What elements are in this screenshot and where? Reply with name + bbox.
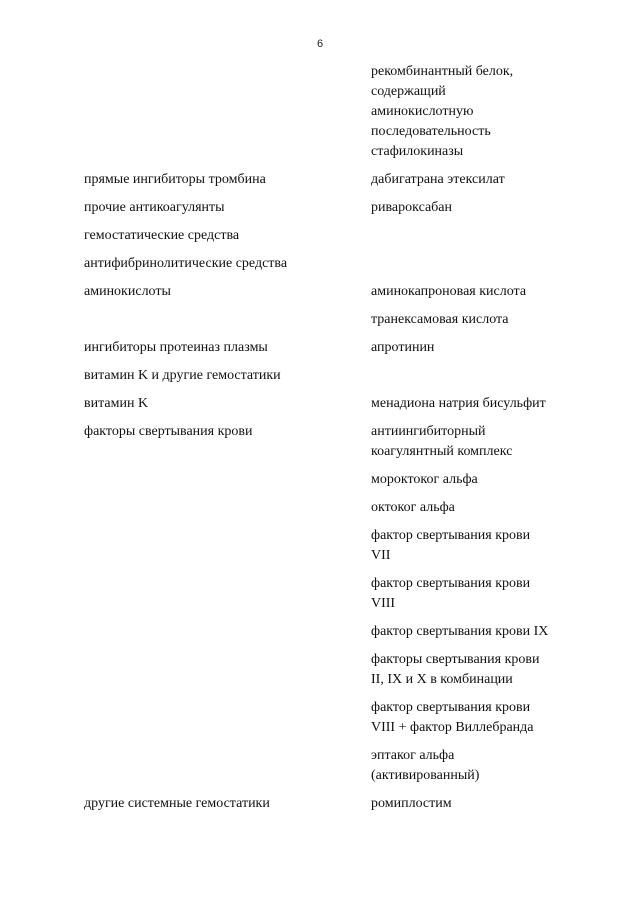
category-cell: факторы свертывания крови	[84, 424, 253, 439]
category-cell	[84, 574, 371, 594]
drug-name-line: фактор свертывания крови	[371, 576, 531, 591]
drug-cell	[371, 198, 571, 218]
drug-name-line: содержащий	[371, 84, 446, 99]
drug-name-line: октоког альфа	[371, 500, 455, 515]
table-row	[84, 282, 584, 302]
drug-cell	[371, 338, 571, 358]
drug-cell	[371, 526, 571, 566]
drug-classification-table	[84, 62, 584, 822]
drug-cell	[371, 794, 571, 814]
category-cell	[84, 650, 371, 670]
category-cell	[84, 470, 371, 490]
table-row	[84, 698, 584, 738]
drug-name-line: стафилокиназы	[371, 144, 464, 159]
drug-cell	[371, 698, 571, 738]
drug-cell	[371, 310, 571, 330]
drug-name-line: (активированный)	[371, 768, 480, 783]
table-row	[84, 366, 584, 386]
drug-name-line: антиингибиторный	[371, 424, 486, 439]
category-cell: ингибиторы протеиназ плазмы	[84, 340, 268, 355]
category-cell	[84, 526, 371, 546]
table-row	[84, 422, 584, 462]
drug-name-line: VIII + фактор Виллебранда	[371, 720, 534, 735]
drug-name-line: ромиплостим	[371, 796, 452, 811]
category-cell	[84, 498, 371, 518]
drug-cell	[371, 574, 571, 614]
drug-name-line: мороктоког альфа	[371, 472, 478, 487]
table-row	[84, 498, 584, 518]
category-cell: антифибринолитические средства	[84, 256, 288, 271]
drug-name-line: фактор свертывания крови IX	[371, 624, 549, 639]
drug-cell	[371, 226, 571, 246]
category-cell: витамин K	[84, 396, 149, 411]
category-cell: гемостатические средства	[84, 228, 240, 243]
drug-name-line: VIII	[371, 596, 396, 611]
drug-name-line: последовательность	[371, 124, 491, 139]
drug-name-line: коагулянтный комплекс	[371, 444, 513, 459]
drug-cell	[371, 470, 571, 490]
drug-name-line: дабигатрана этексилат	[371, 172, 505, 187]
table-row	[84, 470, 584, 490]
table-row	[84, 526, 584, 566]
table-row	[84, 254, 584, 274]
table-row	[84, 226, 584, 246]
category-cell: прямые ингибиторы тромбина	[84, 172, 266, 187]
drug-cell	[371, 62, 571, 162]
drug-cell	[371, 422, 571, 462]
drug-cell	[371, 746, 571, 786]
table-row	[84, 170, 584, 190]
category-cell	[84, 62, 371, 82]
page-number: 6	[316, 38, 324, 50]
category-cell	[84, 746, 371, 766]
drug-name-line: транексамовая кислота	[371, 312, 509, 327]
drug-cell	[371, 394, 571, 414]
drug-name-line: VII	[371, 548, 391, 563]
drug-name-line: менадиона натрия бисульфит	[371, 396, 546, 411]
category-cell: другие системные гемостатики	[84, 796, 270, 811]
drug-cell	[371, 282, 571, 302]
drug-name-line: аминокислотную	[371, 104, 474, 119]
drug-cell	[371, 650, 571, 690]
category-cell	[84, 310, 371, 330]
drug-name-line: апротинин	[371, 340, 435, 355]
table-row	[84, 794, 584, 814]
drug-cell	[371, 622, 571, 642]
drug-name-line: аминокапроновая кислота	[371, 284, 527, 299]
table-row	[84, 622, 584, 642]
table-row	[84, 394, 584, 414]
drug-name-line: ривароксабан	[371, 200, 453, 215]
drug-name-line: факторы свертывания крови	[371, 652, 540, 667]
drug-name-line: II, IX и X в комбинации	[371, 672, 513, 687]
drug-cell	[371, 170, 571, 190]
table-row	[84, 574, 584, 614]
category-cell	[84, 622, 371, 642]
drug-cell	[371, 366, 571, 386]
drug-cell	[371, 498, 571, 518]
category-cell: прочие антикоагулянты	[84, 200, 225, 215]
table-row	[84, 338, 584, 358]
table-row	[84, 62, 584, 162]
table-row	[84, 198, 584, 218]
category-cell: витамин K и другие гемостатики	[84, 368, 281, 383]
drug-name-line: эптаког альфа	[371, 748, 455, 763]
drug-name-line: фактор свертывания крови	[371, 700, 531, 715]
category-cell	[84, 698, 371, 718]
table-row	[84, 650, 584, 690]
table-row	[84, 310, 584, 330]
table-row	[84, 746, 584, 786]
drug-name-line: рекомбинантный белок,	[371, 64, 514, 79]
category-cell: аминокислоты	[84, 284, 171, 299]
drug-cell	[371, 254, 571, 274]
drug-name-line: фактор свертывания крови	[371, 528, 531, 543]
